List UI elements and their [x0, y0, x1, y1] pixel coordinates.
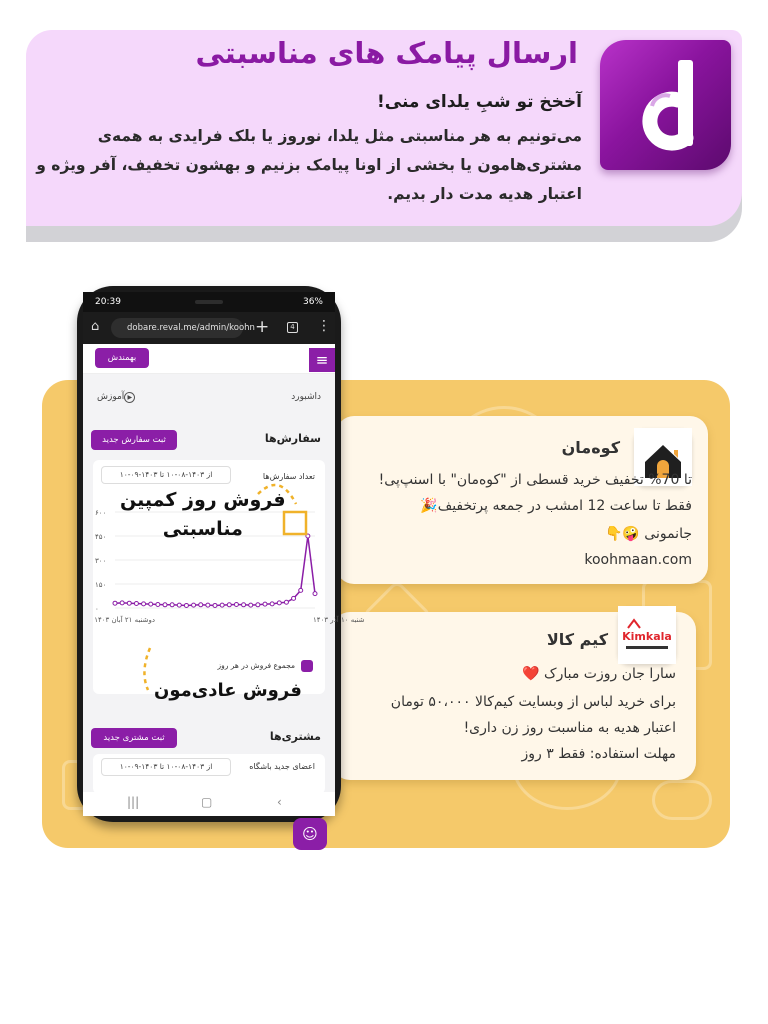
card-message-line: برای خرید لباس از وبسایت کیم‌کالا ۵۰،۰۰۰ تومان	[390, 694, 676, 710]
tab-switcher-button[interactable]: 4	[287, 322, 298, 333]
chart-label: اعضای جدید باشگاه	[249, 762, 315, 771]
card-message-line: سارا جان روزت مبارک ❤️	[522, 666, 676, 682]
learn-label: آموزش	[97, 392, 125, 402]
breadcrumb[interactable]: داشبورد	[291, 392, 321, 402]
status-time: 20:39	[95, 297, 121, 307]
card-link[interactable]: koohmaan.com	[584, 552, 692, 568]
card-brand-name: کوه‌مان	[561, 438, 620, 457]
card-message-line: مهلت استفاده: فقط ۳ روز	[521, 746, 676, 762]
card-message-line: جانمونی 🤪👇	[604, 526, 692, 542]
peak-annotation	[120, 486, 286, 544]
x-tick-label: شنبه ۱۰ آذر ۱۴۰۳	[313, 616, 365, 624]
hamburger-menu-icon[interactable]: ≡	[309, 348, 335, 372]
more-options-icon[interactable]: ⋮	[317, 318, 331, 334]
card-message-line: اعتبار هدیه به مناسبت روز زن داری!	[463, 720, 676, 736]
banner-line: مشتری‌هامون یا بخشی از اونا پیامک بزنیم و بهشون تخفیف، آفر ویژه و	[36, 156, 582, 174]
normal-arrow	[144, 648, 150, 690]
address-bar[interactable]: dobare.reval.me/admin/koohn	[111, 318, 243, 338]
date-range-picker[interactable]: از ۱۴۰۳-۰۸-۱۰ تا ۱۴۰۳-۰۹-۱۰	[101, 466, 231, 484]
chat-support-icon[interactable]: ☺	[293, 818, 327, 850]
y-tick-label: ۳۰۰	[95, 557, 107, 565]
date-range-picker[interactable]: از ۱۴۰۳-۰۸-۱۰ تا ۱۴۰۳-۰۹-۱۰	[101, 758, 231, 776]
peak-annotation-line: مناسبتی	[162, 518, 243, 540]
home-icon[interactable]: ⌂	[91, 319, 100, 334]
peak-annotation-line: فروش روز کمپین	[120, 489, 286, 511]
x-tick-label: دوشنبه ۲۱ آبان ۱۴۰۳	[94, 616, 155, 624]
y-tick-label: ۴۵۰	[95, 533, 107, 541]
battery-level: 36%	[302, 297, 323, 307]
play-icon: ▶	[124, 392, 135, 403]
page-title: ارسال پیامک های مناسبتی	[195, 36, 578, 70]
banner-subtitle: آخخخ تو شبِ یلدای منی!	[377, 92, 582, 112]
recent-apps-icon[interactable]: |||	[127, 795, 140, 809]
orders-section-title: سفارش‌ها	[264, 432, 321, 445]
y-tick-label: ۰	[95, 605, 99, 613]
home-button-icon[interactable]: ▢	[201, 795, 213, 809]
banner-line: می‌تونیم به هر مناسبتی مثل یلدا، نوروز یا بلک فرایدی به همه‌ی	[97, 127, 582, 145]
new-order-button[interactable]: ثبت سفارش جدید	[91, 430, 177, 450]
peak-highlight-box	[284, 512, 306, 534]
kimkala-logo-text: Kimkala	[622, 630, 672, 643]
legend-label: مجموع فروش در هر روز	[217, 661, 295, 670]
y-tick-label: ۶۰۰	[95, 509, 107, 517]
header-action-button[interactable]: بهمندش	[95, 348, 149, 368]
new-tab-icon[interactable]: +	[255, 317, 270, 337]
back-icon[interactable]: ‹	[277, 795, 282, 809]
y-tick-label: ۱۵۰	[95, 581, 107, 589]
new-customer-button[interactable]: ثبت مشتری جدید	[91, 728, 177, 748]
customers-section-title: مشتری‌ها	[269, 730, 321, 743]
card-message-line: تا 70% تخفیف خرید قسطی از "کوه‌مان" با اسنپ‌پی!	[378, 472, 692, 488]
chart-label: تعداد سفارش‌ها	[262, 472, 315, 481]
normal-sales-annotation: فروش عادی‌مون	[154, 680, 302, 701]
card-message-line: فقط تا ساعت 12 امشب در جمعه پرتخفیف🎉	[420, 498, 692, 514]
card-brand-name: کیم کالا	[546, 630, 608, 649]
banner-line: اعتبار هدیه مدت دار بدیم.	[387, 185, 582, 203]
